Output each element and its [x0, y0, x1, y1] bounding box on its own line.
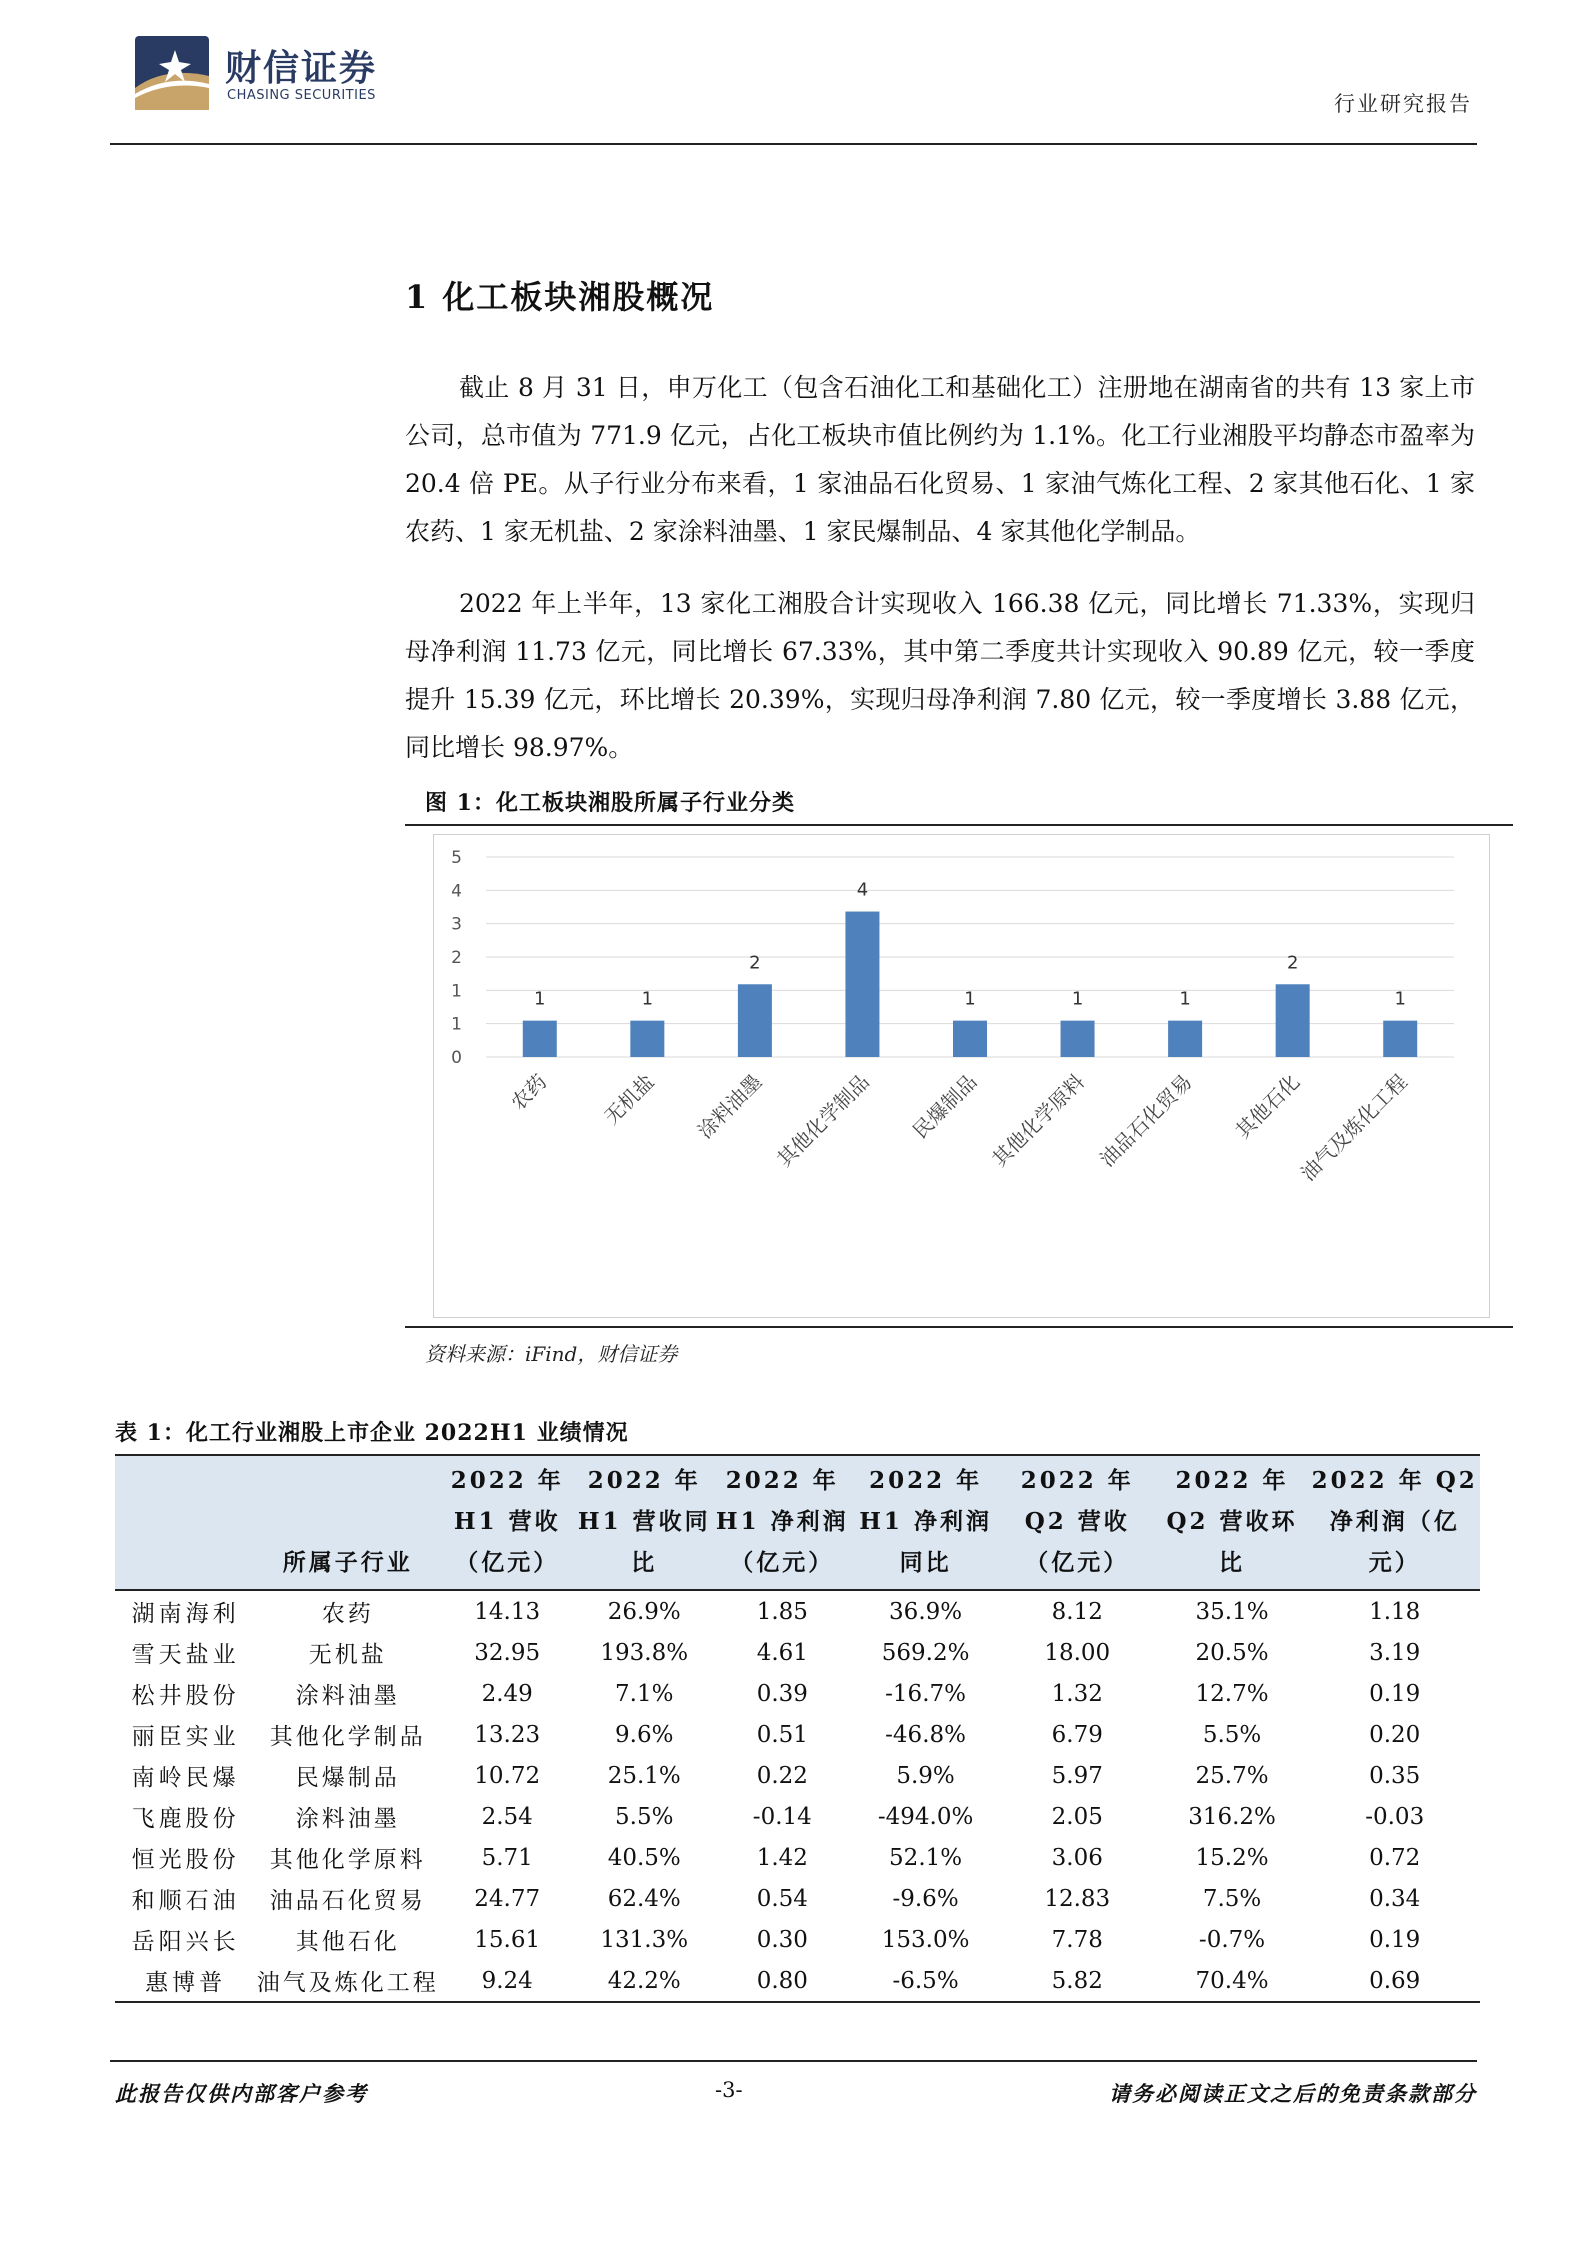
value-cell: -9.6% — [892, 1885, 959, 1912]
industry-cell: 油品石化贸易 — [269, 1888, 426, 1914]
value-cell: 0.69 — [1309, 1960, 1480, 2002]
value-cell: 0.39 — [756, 1680, 808, 1707]
value-cell: 5.9% — [896, 1762, 955, 1789]
value-cell: 4.61 — [756, 1639, 808, 1666]
paragraph-text: 2022 年上半年，13 家化工湘股合计实现收入 166.38 亿元，同比增长 71.33%，实现归母净利润 11.73 亿元，同比增长 67.33%，其中第二季度共计实现收入 90.89 亿元，较一季度提升 15.39 亿元，环比增长 20.39%，实现归母净利润 7.80 亿元，较一季度增长 3.88 亿元，同比增长 98.97%。 — [405, 589, 1475, 762]
value-cell: 0.22 — [756, 1762, 808, 1789]
y-tick-label: 1 — [451, 981, 462, 1002]
category-label: 油气及炼化工程 — [1295, 1069, 1412, 1186]
value-cell: 36.9% — [889, 1598, 963, 1625]
data-label: 1 — [1071, 988, 1084, 1010]
company-logo — [135, 32, 395, 118]
bar-2 — [630, 1021, 664, 1057]
value-cell: 5.71 — [481, 1844, 533, 1871]
value-cell: 0.19 — [1369, 1680, 1421, 1707]
value-cell: -0.14 — [752, 1803, 812, 1830]
value-cell: 1.32 — [1051, 1680, 1103, 1707]
value-cell: 18.00 — [1044, 1639, 1111, 1666]
industry-cell: 油气及炼化工程 — [256, 1960, 439, 2002]
value-cell: 7.78 — [1051, 1926, 1103, 1953]
y-tick-label: 0 — [451, 1048, 462, 1068]
value-cell: 0.54 — [756, 1885, 808, 1912]
value-cell: 131.3% — [600, 1926, 689, 1953]
column-header: 2022 年 Q2 净利润（亿元） — [1309, 1455, 1480, 1590]
industry-cell: 涂料油墨 — [295, 1683, 400, 1709]
data-label: 1 — [641, 988, 654, 1010]
value-cell: 9.24 — [439, 1960, 575, 2002]
industry-cell: 涂料油墨 — [295, 1806, 400, 1832]
value-cell: -16.7% — [885, 1680, 966, 1707]
value-cell: 1.85 — [756, 1598, 808, 1625]
column-header — [115, 1455, 256, 1590]
value-cell: 193.8% — [600, 1639, 689, 1666]
y-tick-label: 2 — [451, 948, 462, 968]
footer-disclaimer-right: 请务必阅读正文之后的免责条款部分 — [1109, 2081, 1477, 2106]
table-row — [115, 1960, 1480, 2002]
industry-cell: 无机盐 — [308, 1642, 387, 1668]
industry-cell: 其他石化 — [295, 1929, 400, 1955]
bar-chart — [434, 835, 1489, 1317]
table-row — [115, 1796, 1480, 1837]
value-cell: 8.12 — [1051, 1598, 1103, 1625]
logo-chinese-name: 财信证券 — [225, 48, 378, 89]
y-tick-label: 4 — [451, 881, 462, 902]
value-cell: 12.83 — [1044, 1885, 1111, 1912]
column-header: 2022 年 H1 营收（亿元） — [439, 1455, 575, 1590]
company-name-cell: 雪天盐业 — [131, 1642, 240, 1668]
value-cell: 2.54 — [481, 1803, 533, 1830]
table-row — [115, 1673, 1480, 1714]
column-header: 2022 年 H1 净利润同比 — [851, 1455, 1000, 1590]
table-row — [115, 1632, 1480, 1673]
value-cell: 32.95 — [474, 1639, 541, 1666]
data-label: 1 — [1394, 988, 1406, 1010]
data-label: 4 — [856, 879, 869, 901]
table-row — [115, 1755, 1480, 1796]
chart-container — [433, 834, 1490, 1318]
bar-5 — [953, 1021, 987, 1057]
y-tick-label: 3 — [451, 914, 462, 935]
category-label: 无机盐 — [599, 1069, 659, 1129]
category-label: 涂料油墨 — [692, 1069, 767, 1144]
value-cell: 15.61 — [474, 1926, 541, 1953]
value-cell: 52.1% — [889, 1844, 963, 1871]
value-cell: -0.7% — [1198, 1926, 1266, 1953]
value-cell: -6.5% — [851, 1960, 1000, 2002]
data-label: 1 — [534, 988, 546, 1010]
value-cell: 153.0% — [881, 1926, 970, 1953]
company-name-cell: 南岭民爆 — [131, 1765, 240, 1791]
column-header: 2022 年 H1 营收同比 — [575, 1455, 713, 1590]
value-cell: 0.20 — [1369, 1721, 1421, 1748]
table-row — [115, 1590, 1480, 1632]
value-cell: 42.2% — [575, 1960, 713, 2002]
value-cell: 25.1% — [607, 1762, 681, 1789]
paragraph-text: 截止 8 月 31 日，申万化工（包含石油化工和基础化工）注册地在湖南省的共有 13 家上市公司，总市值为 771.9 亿元，占化工板块市值比例约为 1.1%。化工行业湘股平均静态市盈率为 20.4 倍 PE。从子行业分布来看，1 家油品石化贸易、1 家油气炼化工程、2 家其他石化、1 家农药、1 家无机盐、2 家涂料油墨、1 家民爆制品、4 家其他化学制品。 — [405, 373, 1475, 546]
industry-cell: 其他化学原料 — [269, 1847, 426, 1873]
value-cell: 569.2% — [881, 1639, 970, 1666]
value-cell: 70.4% — [1155, 1960, 1310, 2002]
paragraph-2 — [405, 580, 1475, 772]
table-row — [115, 1919, 1480, 1960]
report-type: 行业研究报告 — [1334, 92, 1472, 116]
value-cell: 2.05 — [1051, 1803, 1103, 1830]
bar-7 — [1168, 1021, 1202, 1057]
bar-9 — [1383, 1021, 1417, 1057]
value-cell: 0.19 — [1369, 1926, 1421, 1953]
table-row — [115, 1837, 1480, 1878]
value-cell: 0.72 — [1369, 1844, 1421, 1871]
value-cell: 13.23 — [474, 1721, 541, 1748]
value-cell: 0.51 — [756, 1721, 808, 1748]
section-title: 1 化工板块湘股概况 — [405, 278, 715, 316]
value-cell: 26.9% — [607, 1598, 681, 1625]
value-cell: 62.4% — [607, 1885, 681, 1912]
page-number: -3- — [715, 2078, 743, 2102]
data-label: 1 — [1179, 988, 1191, 1010]
value-cell: 5.97 — [1051, 1762, 1103, 1789]
figure-title: 图 1：化工板块湘股所属子行业分类 — [425, 790, 795, 816]
value-cell: 1.42 — [756, 1844, 808, 1871]
data-label: 2 — [1286, 952, 1299, 974]
data-label: 1 — [964, 988, 976, 1010]
logo-emblem-icon — [135, 36, 209, 110]
company-name-cell: 飞鹿股份 — [131, 1806, 240, 1832]
company-name-cell: 惠博普 — [115, 1960, 256, 2002]
value-cell: 12.7% — [1195, 1680, 1269, 1707]
y-tick-label: 5 — [451, 848, 462, 868]
table-title: 表 1：化工行业湘股上市企业 2022H1 业绩情况 — [115, 1420, 629, 1446]
value-cell: 24.77 — [474, 1885, 541, 1912]
bar-6 — [1061, 1021, 1095, 1057]
value-cell: 7.1% — [615, 1680, 674, 1707]
value-cell: 0.30 — [756, 1926, 808, 1953]
performance-table — [115, 1454, 1480, 2003]
figure-source: 资料来源：iFind，财信证券 — [425, 1342, 678, 1366]
figure-bottom-rule — [405, 1326, 1513, 1328]
company-name-cell: 和顺石油 — [131, 1888, 240, 1914]
table-header — [115, 1455, 1480, 1590]
value-cell: 7.5% — [1202, 1885, 1262, 1912]
company-name-cell: 岳阳兴长 — [131, 1929, 240, 1955]
industry-cell: 民爆制品 — [295, 1765, 400, 1791]
value-cell: 25.7% — [1195, 1762, 1269, 1789]
industry-cell: 农药 — [321, 1601, 374, 1627]
value-cell: 316.2% — [1188, 1803, 1276, 1830]
category-label: 油品石化贸易 — [1094, 1069, 1197, 1172]
table-row — [115, 1878, 1480, 1919]
category-label: 其他化学原料 — [987, 1069, 1090, 1172]
company-name-cell: 恒光股份 — [131, 1847, 240, 1873]
value-cell: 5.5% — [615, 1803, 674, 1830]
company-name-cell: 湖南海利 — [131, 1601, 240, 1627]
footer-divider — [110, 2060, 1477, 2062]
company-name-cell: 丽臣实业 — [131, 1724, 240, 1750]
value-cell: 35.1% — [1195, 1598, 1269, 1625]
bar-3 — [738, 984, 772, 1057]
y-tick-label: 1 — [451, 1014, 462, 1035]
column-header: 2022 年 Q2 营收环比 — [1155, 1455, 1310, 1590]
value-cell: 6.79 — [1051, 1721, 1103, 1748]
value-cell: -46.8% — [885, 1721, 966, 1748]
value-cell: 2.49 — [481, 1680, 533, 1707]
value-cell: 1.18 — [1369, 1598, 1421, 1625]
footer-disclaimer-left: 此报告仅供内部客户参考 — [115, 2081, 368, 2106]
value-cell: 10.72 — [474, 1762, 541, 1789]
bar-4 — [845, 912, 879, 1057]
table-body — [115, 1590, 1480, 2002]
header-divider — [110, 143, 1477, 145]
column-header: 2022 年 H1 净利润（亿元） — [713, 1455, 851, 1590]
value-cell: 3.19 — [1369, 1639, 1421, 1666]
value-cell: 0.35 — [1369, 1762, 1421, 1789]
logo-english-name: CHASING SECURITIES — [227, 88, 376, 103]
value-cell: -0.03 — [1365, 1803, 1425, 1830]
data-label: 2 — [749, 952, 761, 974]
value-cell: 0.34 — [1369, 1885, 1421, 1912]
column-header: 2022 年 Q2 营收（亿元） — [1000, 1455, 1155, 1590]
paragraph-1 — [405, 364, 1475, 556]
category-label: 其他化学制品 — [772, 1069, 874, 1172]
value-cell: -494.0% — [877, 1803, 974, 1830]
bar-1 — [523, 1021, 557, 1057]
value-cell: 14.13 — [474, 1598, 541, 1625]
value-cell: 3.06 — [1051, 1844, 1103, 1871]
value-cell: 0.80 — [713, 1960, 851, 2002]
bar-8 — [1276, 984, 1310, 1057]
category-label: 农药 — [506, 1069, 552, 1115]
table-row — [115, 1714, 1480, 1755]
value-cell: 15.2% — [1195, 1844, 1269, 1871]
industry-cell: 其他化学制品 — [269, 1724, 426, 1750]
figure-top-rule — [405, 824, 1513, 826]
category-label: 民爆制品 — [907, 1069, 982, 1144]
value-cell: 20.5% — [1195, 1639, 1269, 1666]
value-cell: 5.5% — [1202, 1721, 1262, 1748]
value-cell: 9.6% — [615, 1721, 674, 1748]
company-name-cell: 松井股份 — [131, 1683, 240, 1709]
column-header: 所属子行业 — [256, 1455, 439, 1590]
value-cell: 40.5% — [607, 1844, 681, 1871]
value-cell: 5.82 — [1000, 1960, 1155, 2002]
category-label: 其他石化 — [1230, 1069, 1305, 1144]
